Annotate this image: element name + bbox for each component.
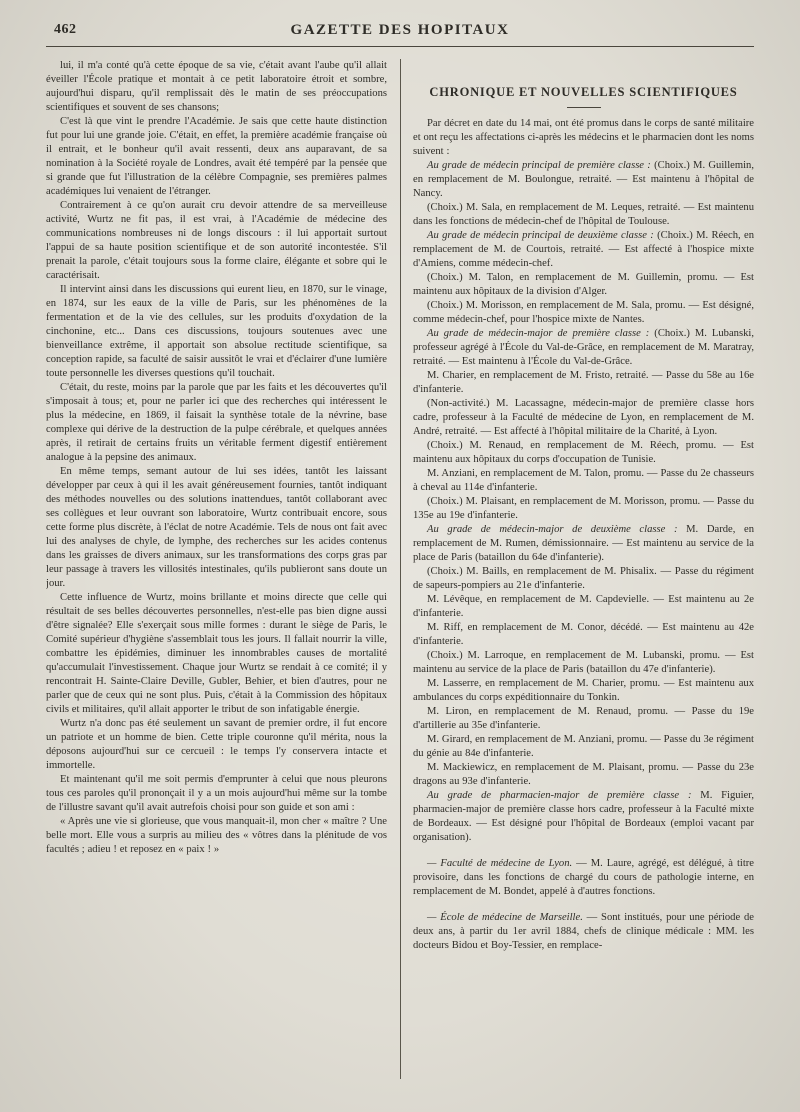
paragraph: M. Anziani, en remplacement de M. Talon, promu. — Passe du 2e chasseurs à cheval au 114e d'infanterie. (413, 468, 754, 493)
masthead (46, 22, 754, 47)
paragraph: Par décret en date du 14 mai, ont été promus dans le corps de santé militaire et ont reçu les affectations ci-après les médecins et le pharmacien dont les noms suivent : (413, 118, 754, 157)
paragraph: Cette influence de Wurtz, moins brillante et moins directe que celle qui résultait de ses belles découvertes personnelles, n'est-elle pas bien digne aussi d'être signalée? Elle s'exerçait sous mille formes : durant le siège de Paris, le Comité supérieur d'hygiène s'assemblait tous les jours. Il fallait nourrir la ville, combattre les épidémies, diminuer les innombrables causes de mortalité qu'accumulait l'investissement. Chaque jour Wurtz se rendait à ce comité; il y rencontrait H. Sainte-Claire Deville, Gubler, Behier, et bien d'autres, pour ne parler que de ceux qui ne sont plus. Puis, c'était à la Commission des hôpitaux civils et militaires, qu'il allait apporter le tribut de son infatigable énergie. (46, 592, 387, 715)
right-column (413, 59, 754, 1079)
paragraph: M. Mackiewicz, en remplacement de M. Plaisant, promu. — Passe du 23e dragons au 93e d'infanterie. (413, 762, 754, 787)
paragraph: (Choix.) M. Larroque, en remplacement de M. Lubanski, promu. — Est maintenu au service de la place de Paris (bataillon du 47e d'infanterie). (413, 650, 754, 675)
paragraph: M. Charier, en remplacement de M. Fristo, retraité. — Passe du 58e au 16e d'infanterie. (413, 370, 754, 395)
paragraph: Au grade de médecin-major de deuxième classe : M. Darde, en remplacement de M. Rumen, démissionnaire. — Est maintenu au service de la place de Paris (bataillon du 64e d'infanterie). (413, 524, 754, 563)
paragraph: En même temps, semant autour de lui ses idées, tantôt les laissant développer par ceux à qui il les avait généreusement fournies, tantôt indiquant des méthodes nouvelles ou des solutions inattendues, tantôt collaborant avec ses collègues et leur ouvrant son laboratoire, Wurtz contribuait encore, sous cette forme plus discrète, à l'éclat de notre Académie. Tels de nous ont fait avec lui des analyses de chyle, de lymphe, des recherches sur les acides contenus dans les graisses de divers animaux, sur les transformations des corps gras par leur passage à travers les villosités intestinales, qu'ils publieront sans doute un jour. (46, 466, 387, 589)
paragraph: lui, il m'a conté qu'à cette époque de sa vie, c'était avant l'aube qu'il allait éveiller l'École pratique et montait à ce petit laboratoire étroit et sombre, aujourd'hui disparu, qu'il remplissait dès le matin de ses préoccupations scientifiques et souvent de ses chansons; (46, 60, 387, 113)
paragraph: (Choix.) M. Renaud, en remplacement de M. Réech, promu. — Est maintenu aux hôpitaux du corps d'occupation de Tunisie. (413, 440, 754, 465)
paragraph: — École de médecine de Marseille. — Sont institués, pour une période de deux ans, à partir du 1er avril 1884, chefs de clinique médicale : MM. les docteurs Bidou et Boy-Tessier, en remplace- (413, 912, 754, 951)
page-number: 462 (54, 22, 77, 37)
paragraph: Wurtz n'a donc pas été seulement un savant de premier ordre, il fut encore un patriote et un homme de bien. Cette triple couronne qu'il mérita, nous la déposons aujourd'hui sur ce cercueil : le temps l'y conservera intacte et immortelle. (46, 718, 387, 771)
paragraph: Il intervint ainsi dans les discussions qui eurent lieu, en 1870, sur le vinage, en 1874, sur les eaux de la ville de Paris, sur les phénomènes de la fermentation et de la vie des cellules, sur les produits d'oxydation de la cinchonine, etc... Dans ces discussions, toujours soutenues avec une bienveillance extrême, il apportait son absolue rectitude scientifique, sa conception rapide, sa faculté de saisir aussitôt le vrai et d'éclairer d'une lumière toute personnelle les diverses questions qu'il touchait. (46, 284, 387, 379)
paragraph: M. Girard, en remplacement de M. Anziani, promu. — Passe du 3e régiment du génie au 84e d'infanterie. (413, 734, 754, 759)
paragraph: (Choix.) M. Talon, en remplacement de M. Guillemin, promu. — Est maintenu aux hôpitaux de la division d'Alger. (413, 272, 754, 297)
paragraph: Au grade de médecin principal de première classe : (Choix.) M. Guillemin, en remplacement de M. Boulongue, retraité. — Est maintenu à l'hôpital de Nancy. (413, 160, 754, 199)
column-divider (400, 59, 401, 1079)
paragraph-lead: Au grade de médecin principal de première classe : (427, 160, 651, 171)
paragraph: Au grade de médecin principal de deuxième classe : (Choix.) M. Réech, en remplacement de M. de Courtois, retraité. — Est affecté à l'hospice mixte d'Amiens, comme médecin-chef. (413, 230, 754, 269)
paragraph: M. Lévêque, en remplacement de M. Capdevielle. — Est maintenu au 2e d'infanterie. (413, 594, 754, 619)
paragraph: (Choix.) M. Morisson, en remplacement de M. Sala, promu. — Est désigné, comme médecin-chef, pour l'hospice mixte de Nantes. (413, 300, 754, 325)
left-column (46, 59, 387, 1079)
paragraph: Contrairement à ce qu'on aurait cru devoir attendre de sa merveilleuse activité, Wurtz ne fit pas, il est vrai, à l'Académie de médecine des communications nombreuses ni de longs discours : il lui apportait surtout l'appui de sa haute position scientifique et de son autorité incontestée. S'il prenait la parole, c'était toujours sous la forme claire, élégante et sobre qui le caractérisait. (46, 200, 387, 281)
paragraph: C'était, du reste, moins par la parole que par les faits et les découvertes qu'il s'imposait à tous; et, pour ne parler ici que des recherches qui intéressent le plus la médecine, en 1869, il faisait la synthèse totale de la névrine, base complexe qui dérive de la destruction de la pulpe cérébrale, et quelques années après, il retirait de certains fruits un véritable ferment digestif entièrement analogue à la pepsine des animaux. (46, 382, 387, 463)
paragraph: — Faculté de médecine de Lyon. — M. Laure, agrégé, est délégué, à titre provisoire, dans les fonctions de chargé du cours de pathologie interne, en remplacement de M. Bondet, appelé à d'autres fonctions. (413, 858, 754, 897)
paragraph: Et maintenant qu'il me soit permis d'emprunter à celui que nous pleurons tous ces paroles qu'il prononçait il y a un mois aujourd'hui même sur la tombe de l'illustre savant qu'il avait autrefois choisi pour son guide et son ami : (46, 774, 387, 813)
paragraph: Au grade de pharmacien-major de première classe : M. Figuier, pharmacien-major de première classe hors cadre, professeur à la Faculté mixte de Bordeaux. — Est désigné pour l'hôpital de Bordeaux (emploi vacant par organisation). (413, 790, 754, 843)
paragraph-lead: — Faculté de médecine de Lyon. (427, 858, 573, 869)
paragraph-lead: Au grade de médecin-major de première classe : (427, 328, 650, 339)
paragraph-lead: Au grade de médecin principal de deuxième classe : (427, 230, 654, 241)
section-title-rule (567, 107, 601, 108)
paragraph: C'est là que vint le prendre l'Académie. Je sais que cette haute distinction fut pour lui une grande joie. C'était, en effet, la première académie française où il entrait, et le bonheur qu'il avait ressenti, deux ans auparavant, de sa nomination à la Société royale de Londres, avait été tempéré par la pensée que si grande que fut l'illustration de la célèbre Compagnie, ses premières palmes académiques lui venaient de l'étranger. (46, 116, 387, 197)
paragraph: M. Liron, en remplacement de M. Renaud, promu. — Passe du 19e d'artillerie au 35e d'infanterie. (413, 706, 754, 731)
section-title: CHRONIQUE ET NOUVELLES SCIENTIFIQUES (429, 85, 738, 99)
paragraph: M. Lasserre, en remplacement de M. Charier, promu. — Est maintenu aux ambulances du corps expéditionnaire du Tonkin. (413, 678, 754, 703)
paragraph: Au grade de médecin-major de première classe : (Choix.) M. Lubanski, professeur agrégé à l'École du Val-de-Grâce, en remplacement de M. Maratray, retraité. — Est maintenu à l'École du Val-de-Grâce. (413, 328, 754, 367)
columns-container (46, 59, 754, 1079)
paragraph: (Non-activité.) M. Lacassagne, médecin-major de première classe hors cadre, professeur à la Faculté de médecine de Lyon, en remplacement de M. André, retraité. — Est affecté à l'hôpital militaire de la Charité, à Lyon. (413, 398, 754, 437)
paragraph-lead: Au grade de médecin-major de deuxième classe : (427, 524, 678, 535)
paragraph: « Après une vie si glorieuse, que vous manquait-il, mon cher « maître ? Une belle mort. Elle vous a surpris au milieu des « vôtres dans la plénitude de vos facultés ; adieu ! et reposez en « paix ! » (46, 816, 387, 855)
paragraph: (Choix.) M. Sala, en remplacement de M. Leques, retraité. — Est maintenu dans les fonctions de médecin-chef de l'hôpital de Toulouse. (413, 202, 754, 227)
journal-title: GAZETTE DES HOPITAUX (290, 22, 510, 38)
paragraph: M. Riff, en remplacement de M. Conor, décédé. — Est maintenu au 42e d'infanterie. (413, 622, 754, 647)
paragraph-lead: — École de médecine de Marseille. (427, 912, 583, 923)
paragraph: (Choix.) M. Baills, en remplacement de M. Phisalix. — Passe du régiment de sapeurs-pompiers au 21e d'infanterie. (413, 566, 754, 591)
right-column-body (413, 117, 754, 953)
paragraph: (Choix.) M. Plaisant, en remplacement de M. Morisson, promu. — Passe du 135e au 19e d'infanterie. (413, 496, 754, 521)
paragraph-lead: Au grade de pharmacien-major de première classe : (427, 790, 692, 801)
